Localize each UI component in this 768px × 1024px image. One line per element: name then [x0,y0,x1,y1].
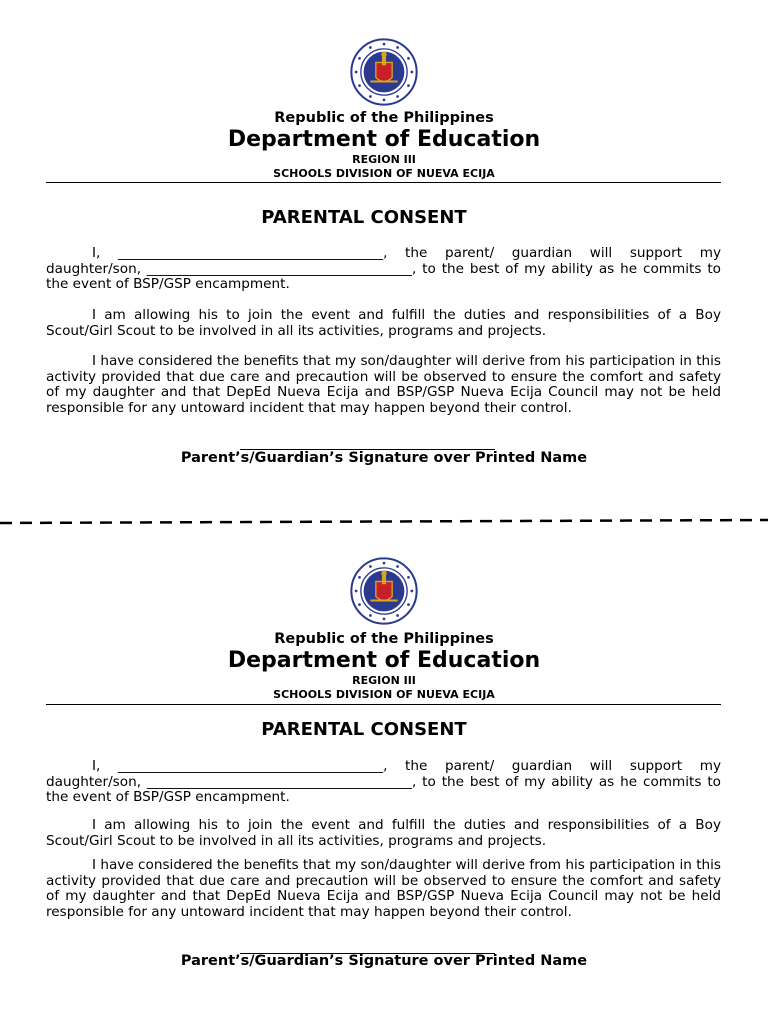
deped-seal-icon [350,557,418,625]
consent-paragraph-1: I, _______________________________________, the parent/ guardian will support my daughter/son, _______________________________________, to the best of my ability as he commits to the event of BSP/GSP encampment. [46,245,721,293]
signature-caption: Parent’s/Guardian’s Signature over Printed Name [180,450,588,466]
division-label: SCHOOLS DIVISION OF NUEVA ECIJA [273,688,495,701]
page-title: PARENTAL CONSENT [261,719,467,740]
header-divider [46,182,721,183]
republic-heading: Republic of the Philippines [274,110,494,126]
consent-paragraph-2: I am allowing his to join the event and fulfill the duties and responsibilities of a Boy Scout/Girl Scout to be involved in all its activities, programs and projects. [46,817,721,849]
header-divider [46,704,721,705]
consent-paragraph-1: I, _______________________________________, the parent/ guardian will support my daughter/son, _______________________________________, to the best of my ability as he commits to the event of BSP/GSP encampment. [46,758,721,806]
page-title: PARENTAL CONSENT [261,207,467,228]
region-label: REGION III [352,153,416,166]
signature-caption: Parent’s/Guardian’s Signature over Printed Name [180,953,588,969]
department-heading: Department of Education [227,648,541,673]
cut-line-divider [0,512,768,532]
department-heading: Department of Education [227,127,541,152]
deped-seal-icon [350,38,418,106]
division-label: SCHOOLS DIVISION OF NUEVA ECIJA [273,167,495,180]
republic-heading: Republic of the Philippines [274,631,494,647]
consent-paragraph-2: I am allowing his to join the event and fulfill the duties and responsibilities of a Boy Scout/Girl Scout to be involved in all its activities, programs and projects. [46,307,721,339]
consent-paragraph-3: I have considered the benefits that my son/daughter will derive from his participation in this activity provided that due care and precaution will be observed to ensure the comfort and safety of my daughter and that DepEd Nueva Ecija and BSP/GSP Nueva Ecija Council may not be held responsible for any untoward incident that may happen beyond their control. [46,353,721,416]
region-label: REGION III [352,674,416,687]
consent-paragraph-3: I have considered the benefits that my son/daughter will derive from his participation in this activity provided that due care and precaution will be observed to ensure the comfort and safety of my daughter and that DepEd Nueva Ecija and BSP/GSP Nueva Ecija Council may not be held responsible for any untoward incident that may happen beyond their control. [46,857,721,920]
